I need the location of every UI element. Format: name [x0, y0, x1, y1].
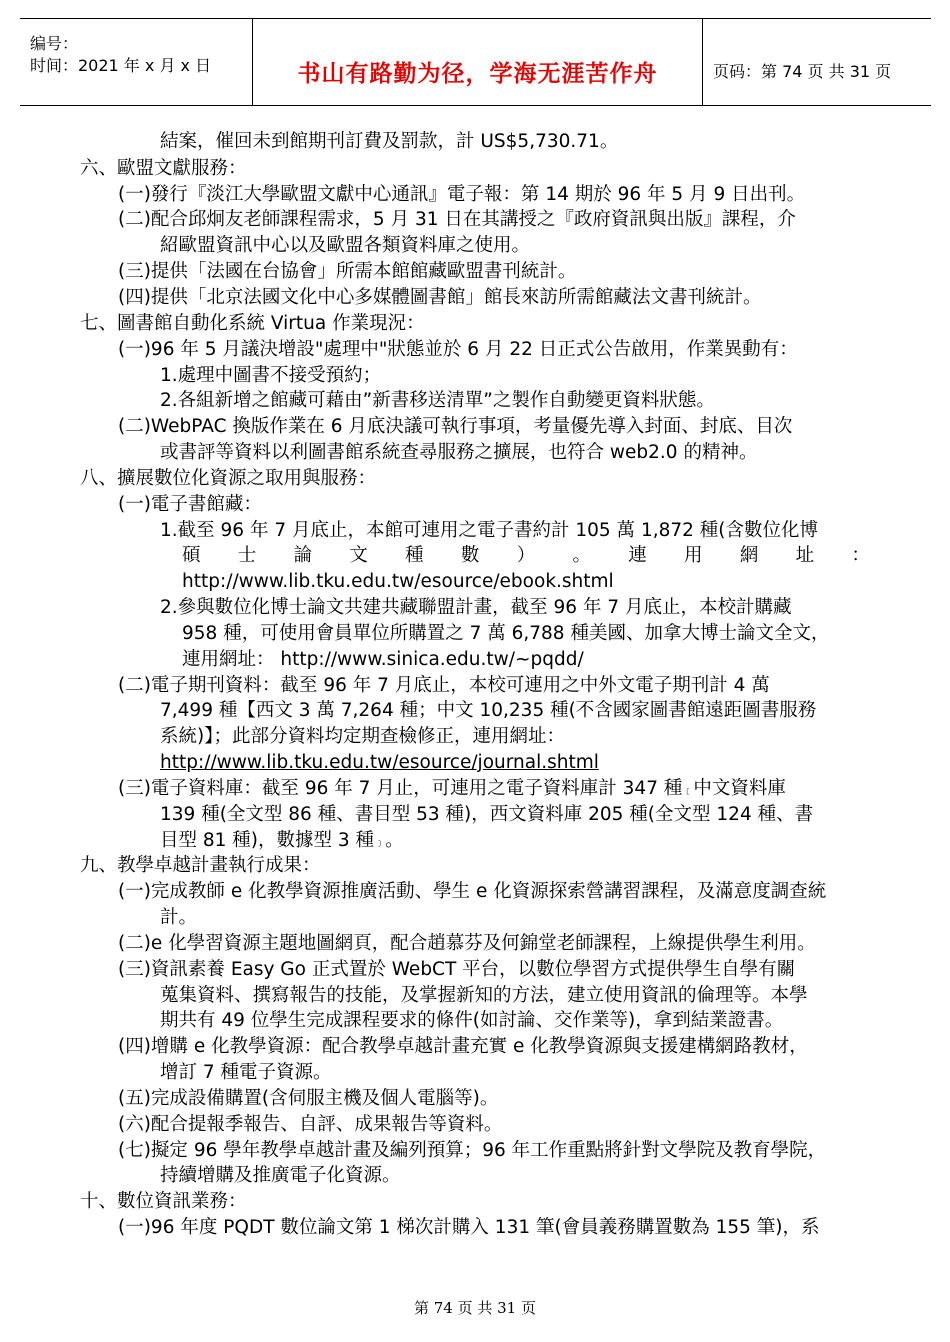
text-fragment: 網	[739, 545, 759, 566]
text-line: 增訂 7 種電子資源。	[160, 1062, 332, 1083]
text-fragment: ：	[851, 545, 870, 566]
text-fragment: 碩	[182, 545, 201, 566]
text-line: (二)配合邱炯友老師課程需求，5 月 31 日在其講授之『政府資訊與出版』課程，介	[118, 209, 796, 230]
journal-url-link[interactable]: http://www.lib.tku.edu.tw/esource/journal.shtml	[160, 752, 599, 773]
text-line: (一)96 年度 PQDT 數位論文第 1 梯次計購入 131 筆(會員義務購置數為 155 筆)，系	[118, 1217, 820, 1238]
text-fragment: 址	[795, 545, 815, 566]
text-line: 或書評等資料以利圖書館系統查尋服務之擴展，也符合 web2.0 的精神。	[160, 442, 758, 463]
text-line: 2.各組新增之館藏可藉由”新書移送清單”之製作自動變更資料狀態。	[160, 390, 715, 411]
text-line: 期共有 49 位學生完成課程要求的條件(如討論、交作業等)，拿到結業證書。	[160, 1010, 784, 1031]
text-line: (五)完成設備購置(含伺服主機及個人電腦等)。	[118, 1088, 499, 1109]
text-line: 連用網址： http://www.sinica.edu.tw/~pqdd/	[182, 649, 584, 670]
text-line: (一)完成教師 e 化教學資源推廣活動、學生 e 化資源探索營講習課程，及滿意度調查統	[118, 881, 827, 902]
text-line: (三)資訊素養 Easy Go 正式置於 WebCT 平台，以數位學習方式提供學生自學有關	[118, 959, 796, 980]
section-heading: 十、數位資訊業務：	[80, 1191, 247, 1212]
text-line: (三)提供「法國在台協會」所需本館館藏歐盟書刊統計。	[118, 261, 577, 282]
section-heading: 九、教學卓越計畫執行成果：	[80, 855, 321, 876]
text-line: (二)WebPAC 換版作業在 6 月底決議可執行事項，考量優先導入封面、封底、目次	[118, 416, 793, 437]
text-line	[160, 830, 404, 854]
text-line: 7,499 種【西文 3 萬 7,264 種；中文 10,235 種(不含國家圖書館遠距圖書服務	[160, 700, 817, 721]
text-fragment: 連	[628, 545, 647, 566]
text-fragment: 。	[385, 830, 404, 851]
header-page-cell	[703, 19, 931, 105]
small-bracket: ﹝	[682, 784, 694, 797]
text-fragment: ）	[516, 545, 536, 566]
header-motto-cell	[253, 19, 703, 105]
text-fragment: 文	[349, 545, 368, 566]
text-line: 計。	[160, 907, 198, 928]
text-line: (一)電子書館藏：	[118, 494, 262, 515]
text-line: (七)擬定 96 學年教學卓越計畫及編列預算；96 年工作重點將針對文學院及教育學院，	[118, 1140, 827, 1161]
text-line: (六)配合提報季報告、自評、成果報告等資料。	[118, 1114, 503, 1135]
text-fragment: 用	[684, 545, 703, 566]
document-header	[20, 18, 931, 106]
small-bracket: ﹞	[374, 836, 386, 849]
page-label: 页码：第 74 页 共 31 页	[713, 62, 892, 81]
section-heading: 七、圖書館自動化系統 Virtua 作業現況：	[80, 313, 425, 334]
motto: 书山有路勤为径，学海无涯苦作舟	[297, 60, 658, 87]
text-line: (二)電子期刊資料：截至 96 年 7 月底止，本校可連用之中外文電子期刊計 4 萬	[118, 675, 770, 696]
ebook-url: http://www.lib.tku.edu.tw/esource/ebook.shtml	[182, 571, 614, 592]
text-fragment: 論	[293, 545, 313, 566]
header-info-cell	[20, 19, 253, 105]
text-line: 紹歐盟資訊中心以及歐盟各類資料庫之使用。	[160, 235, 531, 256]
text-fragment: 中文資料庫	[693, 778, 786, 799]
text-line: 139 種(全文型 86 種、書目型 53 種)，西文資料庫 205 種(全文型 124 種、書	[160, 804, 814, 825]
text-line: 958 種，可使用會員單位所購置之 7 萬 6,788 種美國、加拿大博士論文全文，	[182, 623, 830, 644]
time-label: 时间：2021 年 x 月 x 日	[30, 56, 212, 75]
text-line: 蒐集資料、撰寫報告的技能，及掌握新知的方法，建立使用資訊的倫理等。本學	[160, 985, 808, 1006]
text-fragment: 種	[405, 545, 424, 566]
text-line: 1.處理中圖書不接受預約；	[160, 365, 382, 386]
text-fragment: 。	[572, 545, 591, 566]
text-fragment: 數	[460, 545, 480, 566]
text-line: (一)96 年 5 月議決增設"處理中"狀態並於 6 月 22 日正式公告啟用，作業異動有：	[118, 339, 798, 360]
text-line: 持續增購及推廣電子化資源。	[160, 1165, 401, 1186]
text-line: (一)發行『淡江大學歐盟文獻中心通訊』電子報：第 14 期於 96 年 5 月 9 日出刊。	[118, 184, 806, 205]
section-heading: 六、歐盟文獻服務：	[80, 158, 247, 179]
text-line: 系統)】；此部分資料均定期查檢修正，連用網址：	[160, 726, 565, 747]
justified-line	[182, 545, 870, 567]
text-fragment: 士	[237, 545, 257, 566]
text-line	[118, 778, 786, 802]
text-line: 1.截至 96 年 7 月底止，本館可連用之電子書約計 105 萬 1,872 種(含數位化博	[160, 520, 818, 541]
text-line: (四)提供「北京法國文化中心多媒體圖書館」館長來訪所需館藏法文書刊統計。	[118, 287, 762, 308]
text-line: 結案，催回未到館期刊訂費及罰款，計 US$5,730.71。	[160, 131, 619, 152]
section-heading: 八、擴展數位化資源之取用與服務：	[80, 468, 377, 489]
number-label: 编号：	[30, 34, 79, 53]
text-fragment: 目型 81 種)，數據型 3 種	[160, 830, 375, 851]
text-line: (二)e 化學習資源主題地圖網頁，配合趙慕芬及何錦堂老師課程，上線提供學生利用。	[118, 933, 816, 954]
text-line: (四)增購 e 化教學資源：配合教學卓越計畫充實 e 化教學資源與支援建構網路教材，	[118, 1036, 808, 1057]
page-footer: 第 74 页 共 31 页	[413, 1299, 536, 1317]
text-fragment: (三)電子資料庫：截至 96 年 7 月止，可連用之電子資料庫計 347 種	[118, 778, 683, 799]
text-line: 2.參與數位化博士論文共建共藏聯盟計畫，截至 96 年 7 月底止，本校計購藏	[160, 597, 792, 618]
